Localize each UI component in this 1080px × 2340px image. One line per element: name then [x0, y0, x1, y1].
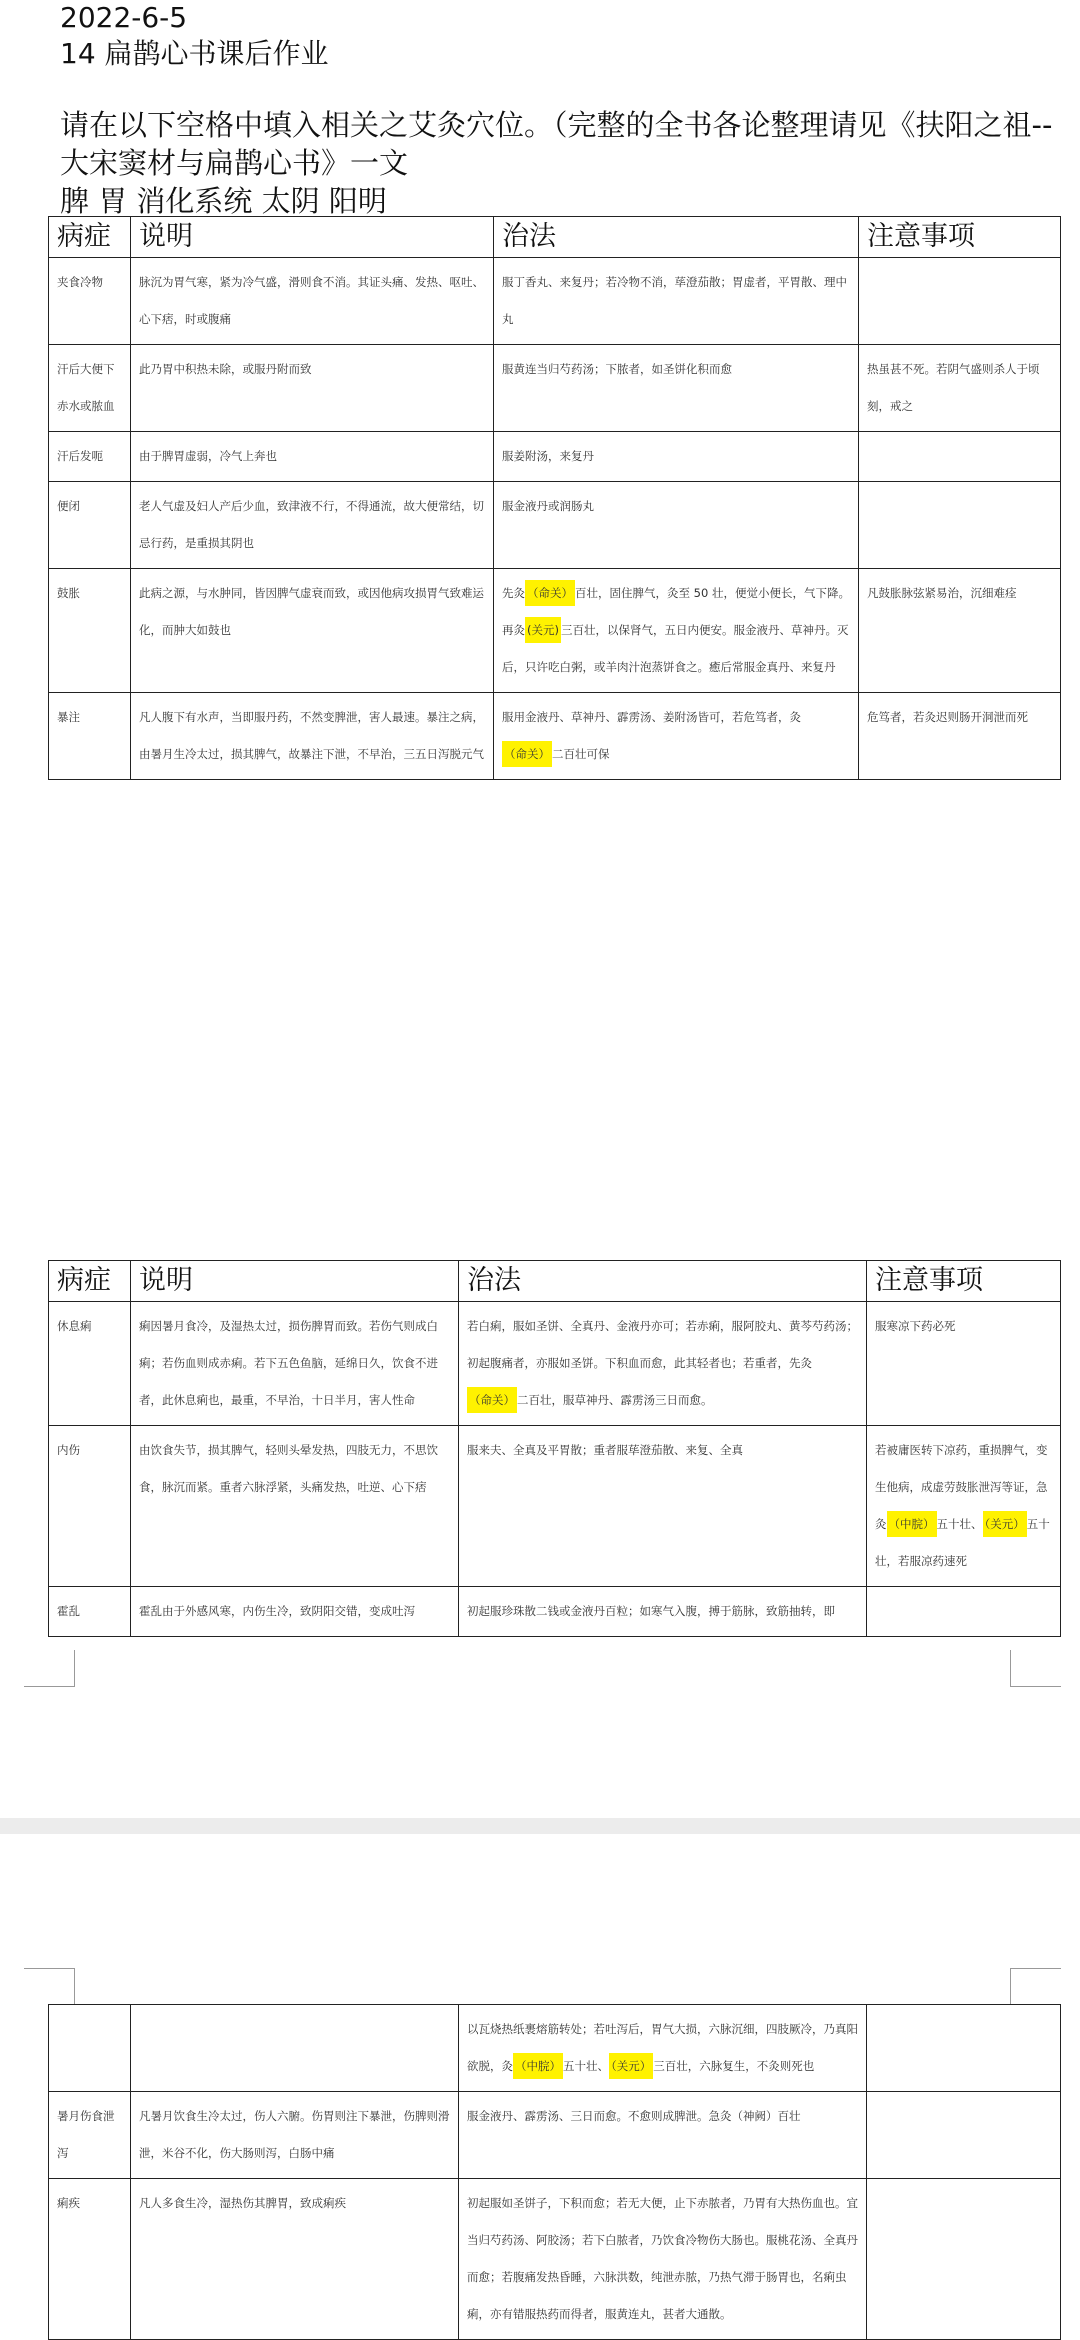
date-text: 2022-6-5 — [60, 1, 188, 34]
page-corner-mark — [1010, 1968, 1061, 2005]
acupoint-highlight: （中脘） — [513, 2053, 563, 2079]
treatment-cell — [494, 569, 859, 693]
acupoint-highlight: (关元) — [525, 617, 561, 643]
page-corner-mark — [24, 1650, 75, 1687]
treatment-cell — [494, 432, 859, 482]
text-segment: 服金液丹、霹雳汤、三日而愈。不愈则成脾泄。急灸（神阙）百壮 — [467, 2109, 801, 2123]
acupoint-highlight: （关元） — [983, 1511, 1027, 1537]
doc-title: 14 扁鹊心书课后作业 — [60, 37, 329, 70]
text-segment: 若白痢，服如圣饼、全真丹、金液丹亦可；若赤痢，服阿胶丸、黄芩芍药汤；初起腹痛者，亦服如圣饼。下积血而愈，此其轻者也；若重者，先灸 — [467, 1319, 858, 1370]
text-segment: 以瓦烧热纸裹熔筋转处；若吐泻后，胃气大损，六脉沉细，四肢厥冷，乃真阳欲脱，灸 — [467, 2022, 858, 2073]
text-segment: 服寒凉下药必死 — [875, 1319, 956, 1333]
symptom-name-cell: 暴注 — [49, 693, 131, 780]
text-segment: 百壮，固住脾气，灸至 50 壮，便觉小便长，气下降。再灸 — [502, 586, 850, 637]
acupoint-highlight: （命关） — [525, 580, 575, 606]
symptom-table-2 — [48, 1260, 1061, 1637]
table-row — [49, 2179, 1061, 2340]
notes-cell: 热虽甚不死。若阴气盛则杀人于顷刻，戒之 — [859, 345, 1061, 432]
instruction-line-1: 请在以下空格中填入相关之艾灸穴位。（完整的全书各论整理请见《扶阳之祖-- — [60, 108, 1053, 142]
treatment-cell — [459, 2005, 867, 2092]
symptom-table-3 — [48, 2004, 1061, 2340]
table-header-row — [49, 217, 1061, 258]
text-segment: 五十壮，若服凉药速死 — [875, 1517, 1050, 1568]
category-heading: 脾 胃 消化系统 太阴 阳明 — [60, 184, 387, 218]
notes-cell — [867, 1302, 1061, 1426]
notes-cell — [859, 258, 1061, 345]
document-header — [60, 0, 1060, 220]
description-cell: 由饮食失节，损其脾气，轻则头晕发热，四肢无力，不思饮食，脉沉而紧。重者六脉浮紧，头痛发热，吐逆、心下痞 — [131, 1426, 459, 1587]
col-header-description: 说明 — [131, 217, 494, 258]
text-segment: 初起服如圣饼子，下积而愈；若无大便，止下赤脓者，乃胃有大热伤血也。宜当归芍药汤、阿胶汤；若下白脓者，乃饮食冷物伤大肠也。服桃花汤、全真丹而愈；若腹痛发热昏睡，六脉洪数，纯泄赤脓，乃热气滞于肠胃也，名痢虫痢，亦有错服热药而得者，服黄连丸，甚者大通散。 — [467, 2196, 858, 2321]
table-row — [49, 2092, 1061, 2179]
text-segment: 五十壮、 — [563, 2059, 609, 2073]
description-cell: 痢因暑月食冷，及湿热太过，损伤脾胃而致。若伤气则成白痢；若伤血则成赤痢。若下五色鱼脑，延绵日久，饮食不进者，此休息痢也，最重，不早治，十日半月，害人性命 — [131, 1302, 459, 1426]
text-segment: 三百壮，以保肾气，五日内便安。服金液丹、草神丹。灭后，只许吃白粥，或羊肉汁泡蒸饼食之。癒后常服金真丹、来复丹 — [502, 623, 849, 674]
notes-cell — [867, 2092, 1061, 2179]
page-separator — [0, 1818, 1080, 1834]
treatment-cell — [494, 482, 859, 569]
treatment-cell — [494, 258, 859, 345]
description-cell: 由于脾胃虚弱，冷气上奔也 — [131, 432, 494, 482]
notes-cell — [867, 2005, 1061, 2092]
text-segment: 服金液丹或润肠丸 — [502, 499, 594, 513]
notes-cell: 危笃者，若灸迟则肠开洞泄而死 — [859, 693, 1061, 780]
notes-cell — [867, 2179, 1061, 2340]
description-cell: 脉沉为胃气寒，紧为冷气盛，滑则食不消。其证头痛、发热、呕吐、心下痞，时或腹痛 — [131, 258, 494, 345]
treatment-cell — [459, 1426, 867, 1587]
text-segment: 服黄连当归芍药汤；下脓者，如圣饼化积而愈 — [502, 362, 732, 376]
notes-cell — [859, 482, 1061, 569]
table-row — [49, 482, 1061, 569]
text-segment: 服姜附汤，来复丹 — [502, 449, 594, 463]
symptom-name-cell: 便闭 — [49, 482, 131, 569]
symptom-name-cell: 内伤 — [49, 1426, 131, 1587]
table-row — [49, 345, 1061, 432]
col-header-treatment: 治法 — [494, 217, 859, 258]
table-row — [49, 258, 1061, 345]
text-segment: 三百壮，六脉复生，不灸则死也 — [653, 2059, 815, 2073]
symptom-name-cell: 痢疾 — [49, 2179, 131, 2340]
col-header-symptom: 病症 — [49, 217, 131, 258]
table-row — [49, 2005, 1061, 2092]
symptom-name-cell: 休息痢 — [49, 1302, 131, 1426]
instruction-line-2: 大宋窦材与扁鹊心书》一文 — [60, 146, 409, 180]
symptom-table-1 — [48, 216, 1061, 780]
table-row — [49, 1587, 1061, 1637]
page-corner-mark — [1010, 1650, 1061, 1687]
treatment-cell — [459, 1587, 867, 1637]
treatment-cell — [459, 2179, 867, 2340]
text-segment: 服来夫、全真及平胃散；重者服荜澄茄散、来复、全真 — [467, 1443, 743, 1457]
description-cell: 凡人多食生冷，湿热伤其脾胃，致成痢疾 — [131, 2179, 459, 2340]
notes-cell — [859, 432, 1061, 482]
acupoint-highlight: （命关） — [502, 741, 552, 767]
description-cell: 凡暑月饮食生冷太过，伤人六腑。伤胃则注下暴泄，伤脾则滑泄，米谷不化，伤大肠则泻，白肠中痛 — [131, 2092, 459, 2179]
text-segment: 五十壮、 — [936, 1517, 983, 1531]
text-segment: 服丁香丸、来复丹；若冷物不消，荜澄茄散；胃虚者，平胃散、理中丸 — [502, 275, 847, 326]
description-cell — [131, 2005, 459, 2092]
acupoint-highlight: （中脘） — [887, 1511, 937, 1537]
text-segment: 若被庸医转下凉药，重损脾气，变生他病，成虚劳鼓胀泄泻等证，急灸 — [875, 1443, 1048, 1531]
symptom-name-cell — [49, 2005, 131, 2092]
notes-cell: 凡鼓胀脉弦紧易治，沉细难痊 — [859, 569, 1061, 693]
symptom-name-cell: 霍乱 — [49, 1587, 131, 1637]
text-segment: 先灸 — [502, 586, 525, 600]
table-row — [49, 693, 1061, 780]
text-segment: 二百壮，服草神丹、霹雳汤三日而愈。 — [517, 1393, 713, 1407]
treatment-cell — [459, 1302, 867, 1426]
col-header-notes: 注意事项 — [859, 217, 1061, 258]
symptom-name-cell: 暑月伤食泄泻 — [49, 2092, 131, 2179]
description-cell: 凡人腹下有水声，当即服丹药，不然变脾泄，害人最速。暴注之病，由暑月生冷太过，损其脾气，故暴注下泄，不早治，三五日泻脱元气 — [131, 693, 494, 780]
table-header-row — [49, 1261, 1061, 1302]
acupoint-highlight: （命关） — [467, 1387, 517, 1413]
table-row — [49, 432, 1061, 482]
col-header-treatment: 治法 — [459, 1261, 867, 1302]
text-segment: 服用金液丹、草神丹、霹雳汤、姜附汤皆可，若危笃者，灸 — [502, 710, 801, 724]
col-header-notes: 注意事项 — [867, 1261, 1061, 1302]
table-row — [49, 1302, 1061, 1426]
description-cell: 此病之源，与水肿同，皆因脾气虚衰而致，或因他病攻损胃气致难运化，而肿大如鼓也 — [131, 569, 494, 693]
text-segment: 初起服珍珠散二钱或金液丹百粒；如寒气入腹，搏于筋脉，致筋抽转，即 — [467, 1604, 835, 1618]
table-row — [49, 1426, 1061, 1587]
symptom-name-cell: 鼓胀 — [49, 569, 131, 693]
acupoint-highlight: （关元） — [609, 2053, 653, 2079]
notes-cell — [867, 1587, 1061, 1637]
col-header-description: 说明 — [131, 1261, 459, 1302]
symptom-name-cell: 夹食冷物 — [49, 258, 131, 345]
notes-cell — [867, 1426, 1061, 1587]
symptom-name-cell: 汗后发呃 — [49, 432, 131, 482]
col-header-symptom: 病症 — [49, 1261, 131, 1302]
symptom-name-cell: 汗后大便下赤水或脓血 — [49, 345, 131, 432]
description-cell: 老人气虚及妇人产后少血，致津液不行，不得通流，故大便常结，切忌行药，是重损其阴也 — [131, 482, 494, 569]
page-corner-mark — [24, 1968, 75, 2005]
description-cell: 霍乱由于外感风寒，内伤生冷，致阴阳交错，变成吐泻 — [131, 1587, 459, 1637]
text-segment: 二百壮可保 — [552, 747, 610, 761]
treatment-cell — [459, 2092, 867, 2179]
table-row — [49, 569, 1061, 693]
treatment-cell — [494, 693, 859, 780]
description-cell: 此乃胃中积热未除，或服丹附而致 — [131, 345, 494, 432]
treatment-cell — [494, 345, 859, 432]
